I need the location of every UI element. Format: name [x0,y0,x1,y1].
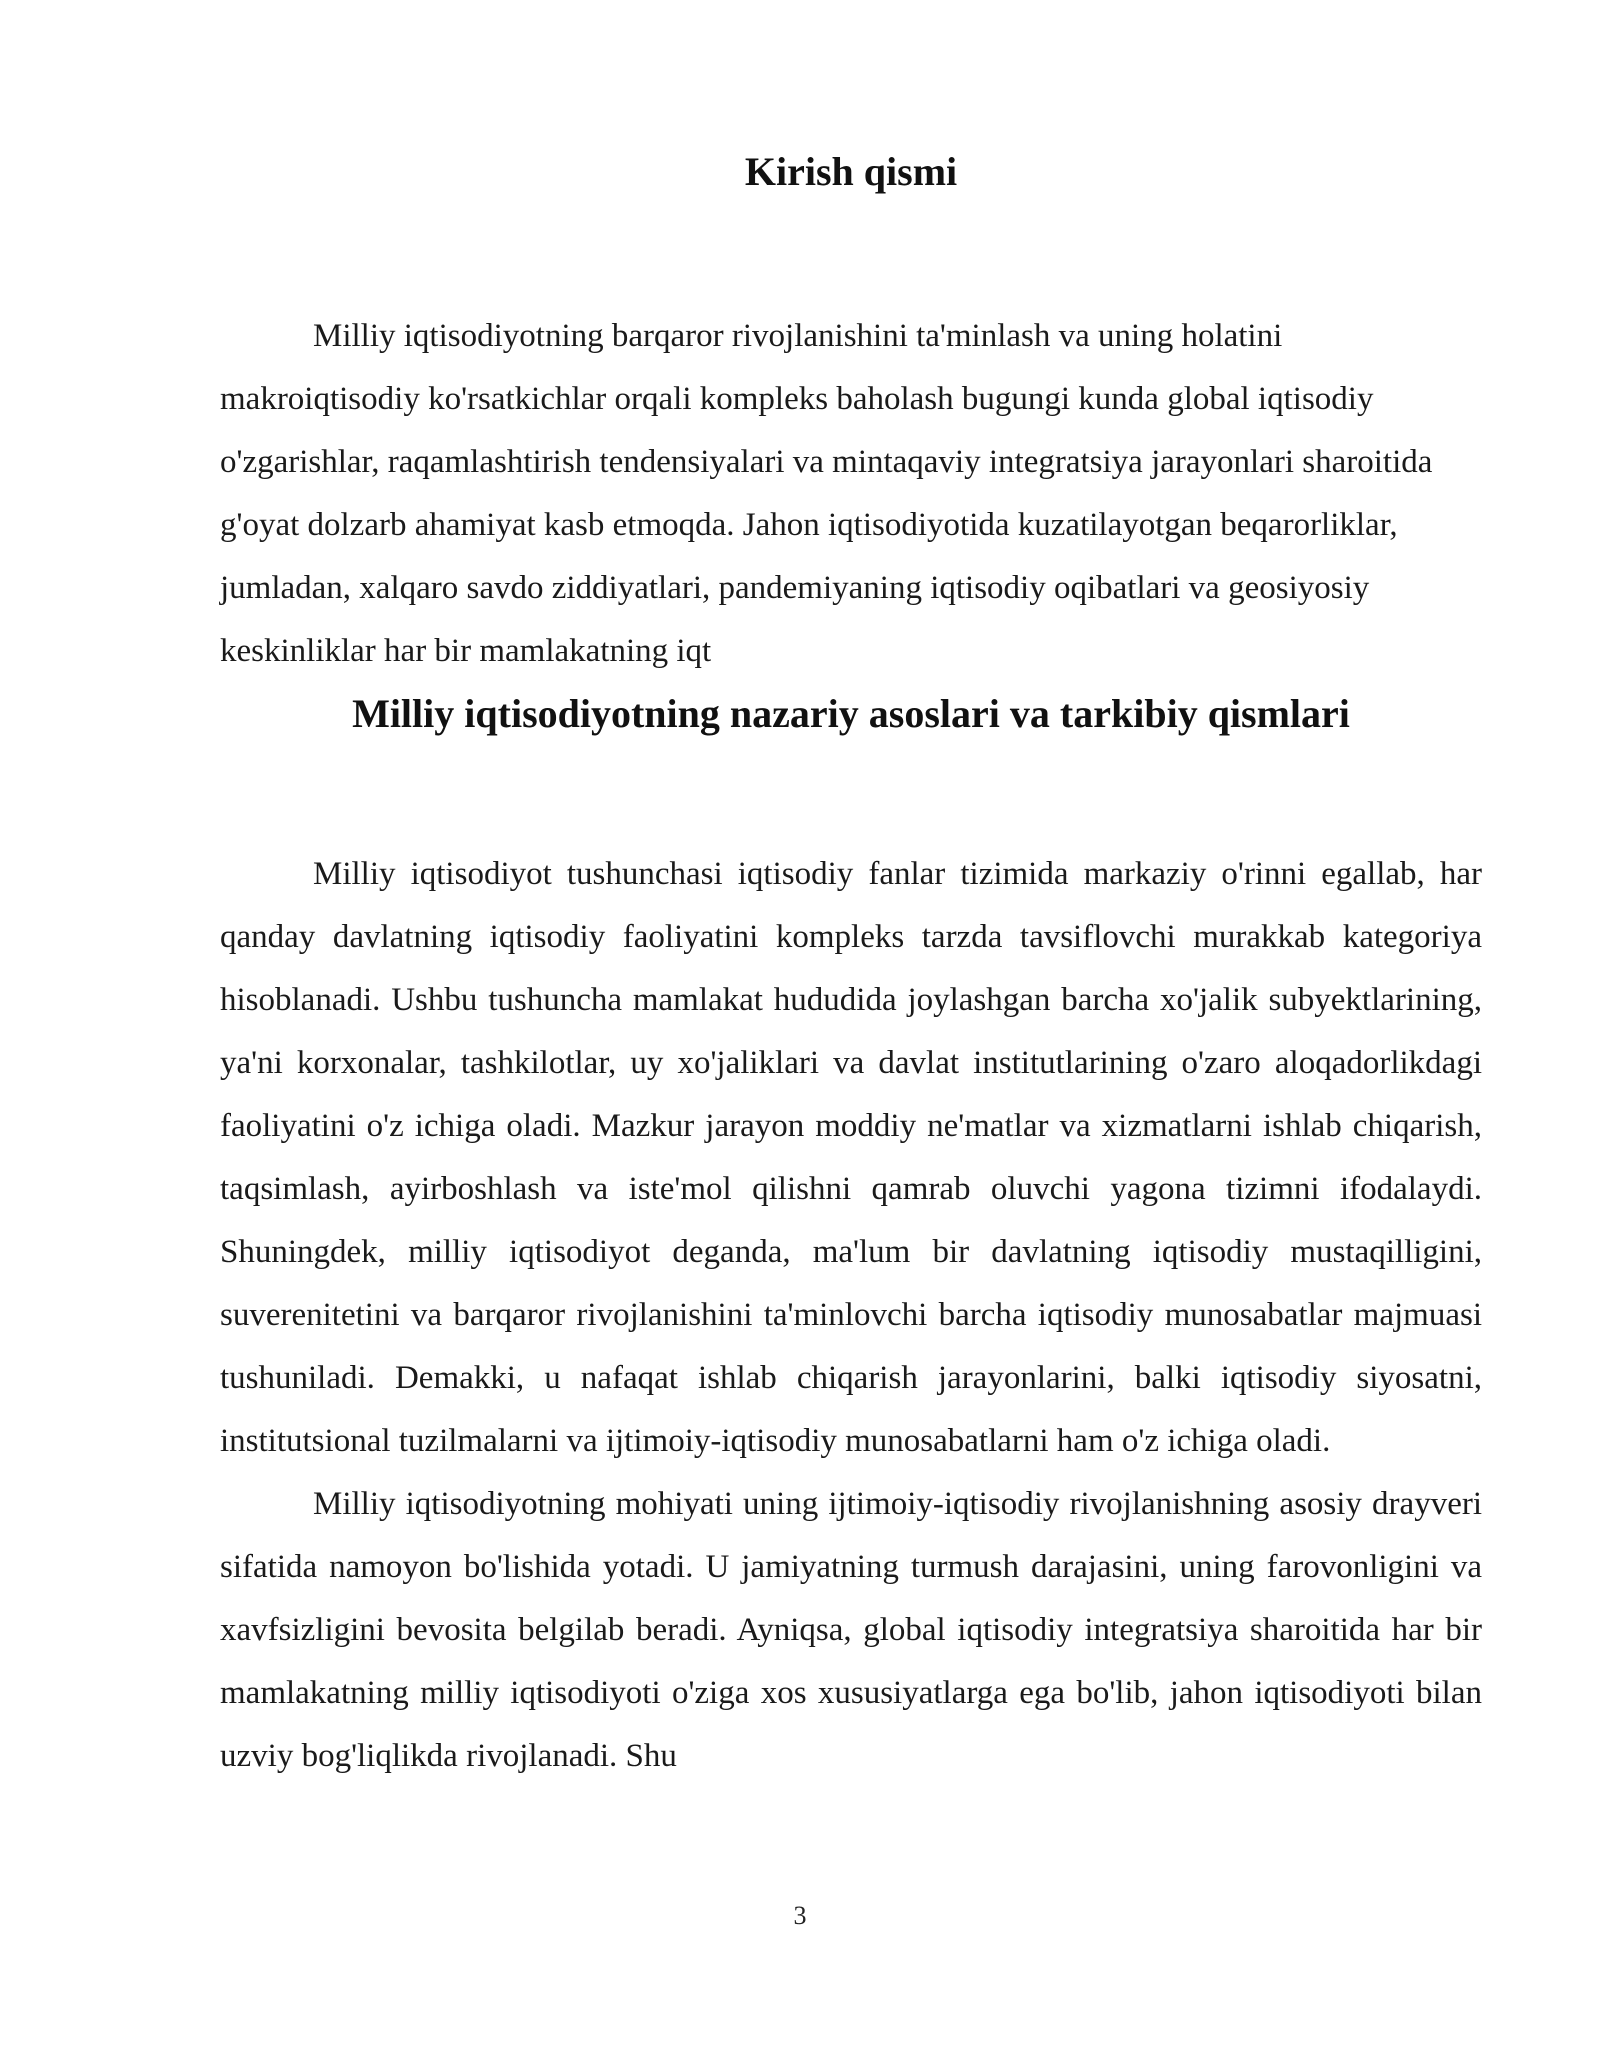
section-body-introduction [220,305,1482,683]
page-number: 3 [793,1901,807,1930]
section-body-theoretical-foundations [220,843,1482,1788]
paragraph: Milliy iqtisodiyotning mohiyati uning ijtimoiy-iqtisodiy rivojlanishning asosiy drayveri sifatida namoyon bo'lishida yotadi. U jamiyatning turmush darajasini, uning farovonligini va xavfsizligini bevosita belgilab beradi. Ayniqsa, global iqtisodiy integratsiya sharoitida har bir mamlakatning milliy iqtisodiyoti o'ziga xos xususiyatlarga ega bo'lib, jahon iqtisodiyoti bilan uzviy bog'liqlikda rivojlanadi. Shu [220,1486,1482,1774]
paragraph: Milliy iqtisodiyot tushunchasi iqtisodiy fanlar tizimida markaziy o'rinni egallab, har qanday davlatning iqtisodiy faoliyatini kompleks tarzda tavsiflovchi murakkab kategoriya hisoblanadi. Ushbu tushuncha mamlakat hududida joylashgan barcha xo'jalik subyektlarining, ya'ni korxonalar, tashkilotlar, uy xo'jaliklari va davlat institutlarining o'zaro aloqadorlikdagi faoliyatini o'z ichiga oladi. Mazkur jarayon moddiy ne'matlar va xizmatlarni ishlab chiqarish, taqsimlash, ayirboshlash va iste'mol qilishni qamrab oluvchi yagona tizimni ifodalaydi. Shuningdek, milliy iqtisodiyot deganda, ma'lum bir davlatning iqtisodiy mustaqilligini, suverenitetini va barqaror rivojlanishini ta'minlovchi barcha iqtisodiy munosabatlar majmuasi tushuniladi. Demakki, u nafaqat ishlab chiqarish jarayonlarini, balki iqtisodiy siyosatni, institutsional tuzilmalarni va ijtimoiy-iqtisodiy munosabatlarni ham o'z ichiga oladi. [220,856,1482,1459]
section-title-introduction: Kirish qismi [744,149,958,194]
section-title-theoretical-foundations: Milliy iqtisodiyotning nazariy asoslari va tarkibiy qismlari [352,691,1350,736]
paragraph: Milliy iqtisodiyotning barqaror rivojlanishini ta'minlash va uning holatini makroiqtisodiy ko'rsatkichlar orqali kompleks baholash bugungi kunda global iqtisodiy o'zgarishlar, raqamlashtirish tendensiyalari va mintaqaviy integratsiya jarayonlari sharoitida g'oyat dolzarb ahamiyat kasb etmoqda. Jahon iqtisodiyotida kuzatilayotgan beqarorliklar, jumladan, xalqaro savdo ziddiyatlari, pandemiyaning iqtisodiy oqibatlari va geosiyosiy keskinliklar har bir mamlakatning iqt [220,318,1433,669]
